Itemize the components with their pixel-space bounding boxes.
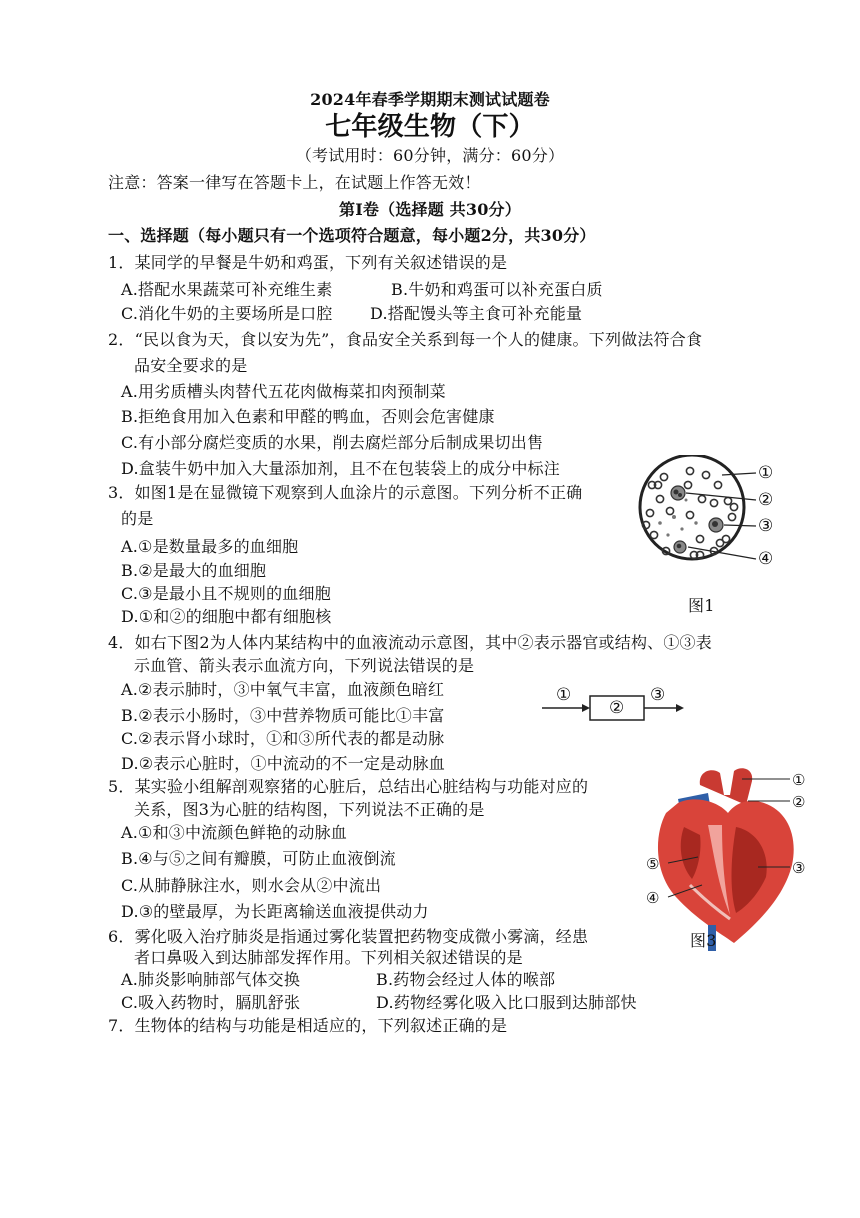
fig1-label-2: ② [758,490,774,510]
fig2-label-2: ② [609,698,625,718]
question-2-stem: 2．“民以食为天，食以安为先”，食品安全关系到每一个人的健康。下列做法符合食 [108,330,703,349]
q2-option-c: C.有小部分腐烂变质的水果，削去腐烂部分后制成果切出售 [121,433,544,452]
heart-diagram [638,765,818,955]
question-2-stem-cont: 品安全要求的是 [134,356,248,375]
subject-title: 七年级生物（下） [325,112,535,142]
q1-option-d: D.搭配馒头等主食可补充能量 [370,304,583,323]
q1-option-c: C.消化牛奶的主要场所是口腔 [121,304,333,323]
notice: 注意：答案一律写在答题卡上，在试题上作答无效！ [108,173,481,192]
fig2-label-1: ① [556,685,572,705]
q6-option-a: A.肺炎影响肺部气体交换 [121,970,301,989]
figure-2-flow-diagram [538,686,688,726]
question-5-stem: 5．某实验小组解剖观察猪的心脏后，总结出心脏结构与功能对应的 [108,777,589,796]
q4-option-c: C.②表示肾小球时，①和③所代表的都是动脉 [121,729,445,748]
fig3-label-4: ④ [646,889,660,907]
fig3-label-1: ① [792,771,806,789]
q2-option-a: A.用劣质槽头肉替代五花肉做梅菜扣肉预制菜 [121,382,446,401]
fig3-caption: 图3 [690,931,717,950]
q6-option-b: B.药物会经过人体的喉部 [376,970,556,989]
q1-option-a: A.搭配水果蔬菜可补充维生素 [121,280,333,299]
fig3-label-2: ② [792,793,806,811]
q4-option-a: A.②表示肺时，③中氧气丰富，血液颜色暗红 [121,680,445,699]
q1-option-b: B.牛奶和鸡蛋可以补充蛋白质 [391,280,603,299]
question-3-stem-cont: 的是 [121,509,154,528]
q5-option-a: A.①和③中流颜色鲜艳的动脉血 [121,823,347,842]
q4-option-d: D.②表示心脏时，①中流动的不一定是动脉血 [121,754,445,773]
question-6-stem: 6．雾化吸入治疗肺炎是指通过雾化装置把药物变成微小雾滴，经患 [108,927,589,946]
q2-option-d: D.盒装牛奶中加入大量添加剂，且不在包装袋上的成分中标注 [121,459,560,478]
section-title: 一、选择题（每小题只有一个选项符合题意，每小题2分，共30分） [108,226,596,245]
fig1-caption: 图1 [688,596,715,615]
figure-1-blood-smear [630,455,780,625]
question-5-stem-cont: 关系，图3为心脏的结构图，下列说法不正确的是 [134,800,485,819]
fig3-label-3: ③ [792,859,806,877]
q5-option-b: B.④与⑤之间有瓣膜，可防止血液倒流 [121,849,396,868]
part-title: 第Ⅰ卷（选择题 共30分） [339,200,521,219]
question-7-stem: 7．生物体的结构与功能是相适应的，下列叙述正确的是 [108,1016,508,1035]
q6-option-d: D.药物经雾化吸入比口服到达肺部快 [376,993,637,1012]
question-4-stem: 4．如右下图2为人体内某结构中的血液流动示意图，其中②表示器官或结构、①③表 [108,633,712,652]
fig3-label-5: ⑤ [646,855,660,873]
q5-option-d: D.③的壁最厚，为长距离输送血液提供动力 [121,902,429,921]
q4-option-b: B.②表示小肠时，③中营养物质可能比①丰富 [121,706,445,725]
fig1-label-4: ④ [758,549,774,569]
fig1-label-3: ③ [758,516,774,536]
q2-option-b: B.拒绝食用加入色素和甲醛的鸭血，否则会危害健康 [121,407,495,426]
q3-option-d: D.①和②的细胞中都有细胞核 [121,607,332,626]
exam-info: （考试用时：60分钟，满分：60分） [295,146,565,165]
q3-option-b: B.②是最大的血细胞 [121,561,267,580]
figure-3-heart [638,765,818,955]
q3-option-c: C.③是最小且不规则的血细胞 [121,584,331,603]
question-4-stem-cont: 示血管、箭头表示血流方向，下列说法错误的是 [134,656,475,675]
question-1-stem: 1．某同学的早餐是牛奶和鸡蛋，下列有关叙述错误的是 [108,253,508,272]
q3-option-a: A.①是数量最多的血细胞 [121,537,299,556]
exam-title: 2024年春季学期期末测试试题卷 [310,90,550,109]
q6-option-c: C.吸入药物时，膈肌舒张 [121,993,301,1012]
question-3-stem: 3．如图1是在显微镜下观察到人血涂片的示意图。下列分析不正确 [108,483,583,502]
q5-option-c: C.从肺静脉注水，则水会从②中流出 [121,876,382,895]
fig1-label-1: ① [758,463,774,483]
question-6-stem-cont: 者口鼻吸入到达肺部发挥作用。下列相关叙述错误的是 [134,948,523,967]
fig2-label-3: ③ [650,685,666,705]
